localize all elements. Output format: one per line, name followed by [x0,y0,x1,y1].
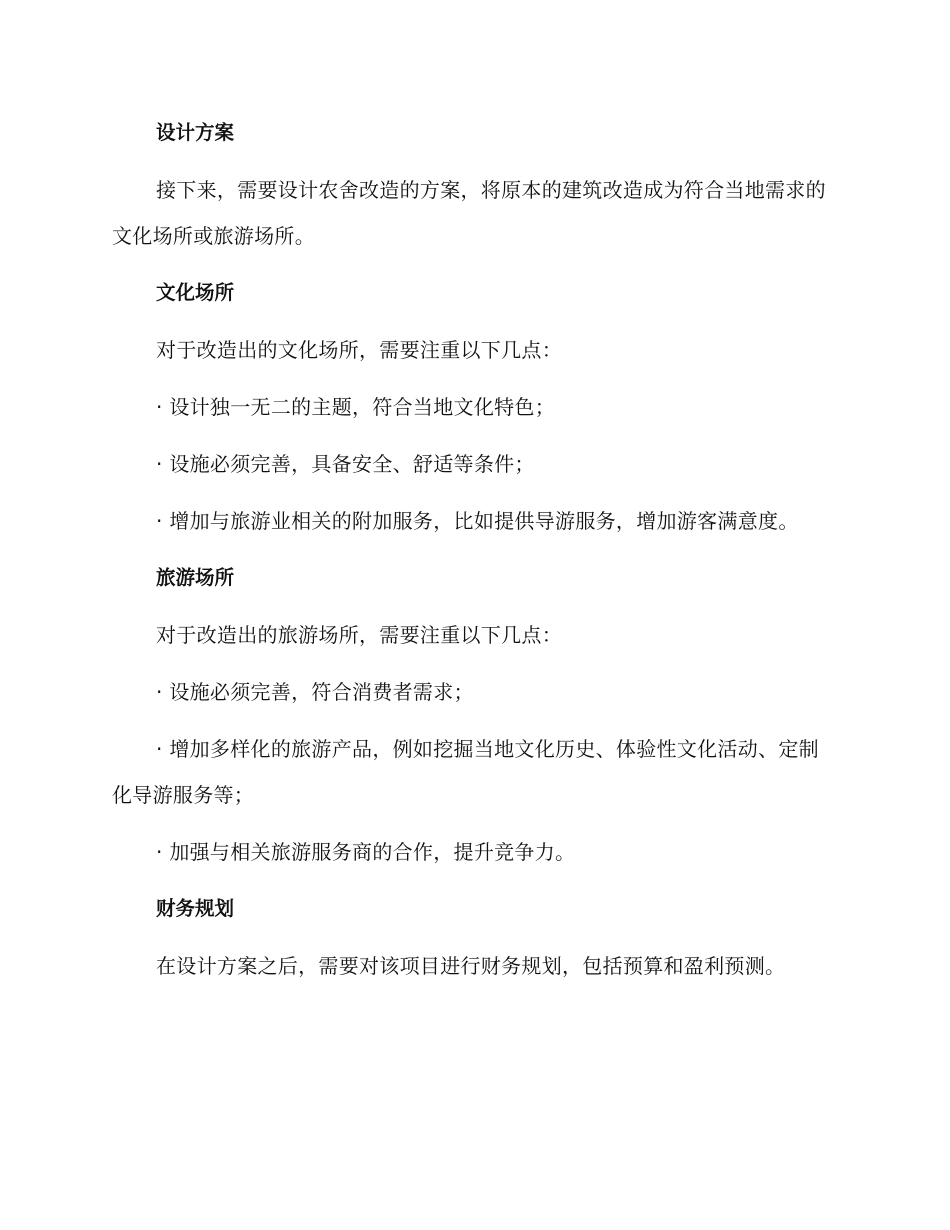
paragraph-culture-intro: 对于改造出的文化场所，需要注重以下几点： [156,338,562,362]
section-heading-tourism: 旅游场所 [156,566,235,589]
paragraph-design-intro: 接下来，需要设计农舍改造的方案，将原本的建筑改造成为符合当地需求的文化场所或旅游场所。 [112,178,826,248]
list-item-tourism-2: · 增加多样化的旅游产品，例如挖掘当地文化历史、体验性文化活动、定制化导游服务等； [112,737,819,807]
section-heading-design: 设计方案 [156,121,235,144]
list-item-culture-1: · 设计独一无二的主题，符合当地文化特色； [156,395,556,419]
section-heading-finance: 财务规划 [156,897,235,920]
list-item-culture-3: · 增加与旅游业相关的附加服务，比如提供导游服务，增加游客满意度。 [156,509,799,533]
section-heading-culture: 文化场所 [156,281,235,304]
paragraph-tourism-intro: 对于改造出的旅游场所，需要注重以下几点： [156,623,562,647]
list-item-tourism-1: · 设施必须完善，符合消费者需求； [156,680,474,704]
list-item-culture-2: · 设施必须完善，具备安全、舒适等条件； [156,452,535,476]
document-body [112,110,834,989]
list-item-tourism-3: · 加强与相关旅游服务商的合作，提升竞争力。 [156,840,576,864]
paragraph-finance: 在设计方案之后，需要对该项目进行财务规划，包括预算和盈利预测。 [156,954,786,978]
